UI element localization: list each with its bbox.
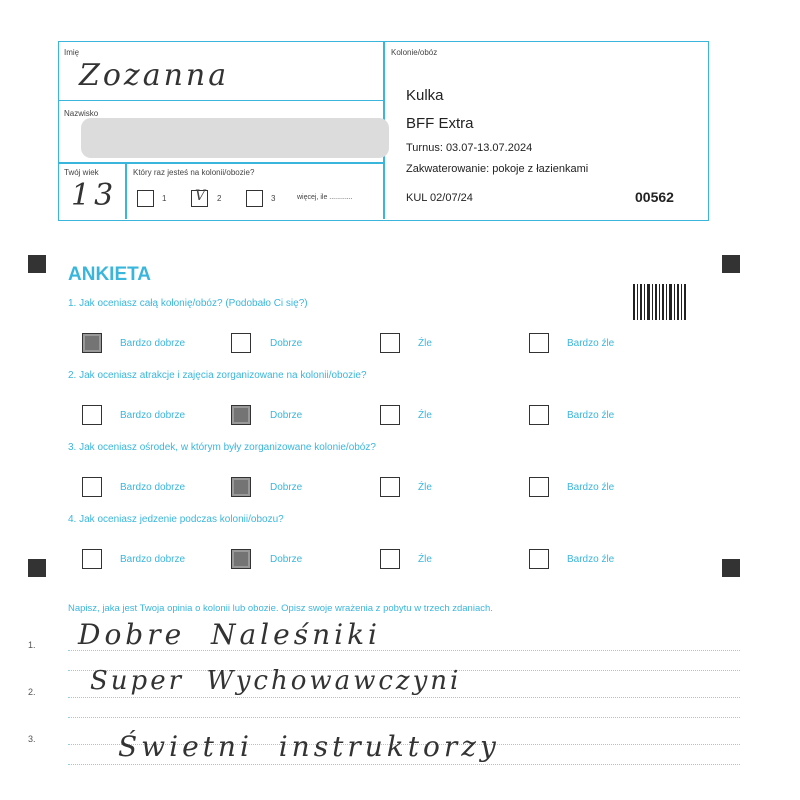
writing-line [68, 717, 740, 718]
header-form [58, 41, 709, 221]
registration-mark [722, 255, 740, 273]
opinion-prompt: Napisz, jaka jest Twoja opinia o kolonii lub obozie. Opisz swoje wrażenia z pobytu w trzech zdaniach. [68, 603, 493, 614]
rating-label: Bardzo dobrze [120, 338, 186, 349]
line-number: 3. [28, 734, 36, 744]
opinion-line-2: Super Wychowawczyni [90, 666, 462, 696]
rating-label: Dobrze [270, 338, 303, 349]
turnus: Turnus: 03.07-13.07.2024 [406, 142, 533, 154]
rating-checkbox[interactable] [231, 405, 251, 425]
opinion-line-1: Dobre Naleśniki [78, 618, 381, 651]
registration-mark [722, 559, 740, 577]
rating-checkbox[interactable] [82, 477, 102, 497]
check-mark-icon: V [195, 188, 206, 204]
question-text: 2. Jak oceniasz atrakcje i zajęcia zorganizowane na kolonii/obozie? [68, 370, 367, 381]
rating-checkbox[interactable] [529, 477, 549, 497]
wiek-label: Twój wiek [64, 168, 99, 177]
rating-checkbox[interactable] [380, 333, 400, 353]
wiek-value: 13 [71, 178, 118, 213]
imie-underline [59, 100, 349, 101]
visit-1-checkbox[interactable] [137, 190, 154, 207]
rating-checkbox[interactable] [82, 405, 102, 425]
rating-label: Bardzo dobrze [120, 482, 186, 493]
imie-label: Imię [64, 48, 80, 57]
wiecej-label: więcej, ile ............ [297, 194, 353, 201]
registration-mark [28, 559, 46, 577]
rating-label: Źle [418, 554, 432, 565]
zakwaterowanie: Zakwaterowanie: pokoje z łazienkami [406, 163, 589, 175]
opinion-line-3: Świetni instruktorzy [118, 730, 500, 763]
imie-value: Zozanna [79, 58, 230, 93]
rating-checkbox[interactable] [380, 405, 400, 425]
rating-checkbox[interactable] [231, 477, 251, 497]
rating-checkbox[interactable] [380, 549, 400, 569]
rating-checkbox[interactable] [231, 549, 251, 569]
writing-line [68, 764, 740, 765]
rating-label: Dobrze [270, 410, 303, 421]
rating-label: Źle [418, 482, 432, 493]
question-text: 4. Jak oceniasz jedzenie podczas kolonii/obozu? [68, 514, 284, 525]
visit-2-checkbox[interactable] [191, 190, 208, 207]
camp-name: Kulka [406, 87, 444, 104]
rating-label: Bardzo dobrze [120, 554, 186, 565]
rating-checkbox[interactable] [529, 333, 549, 353]
wiek-divider [125, 162, 127, 219]
registration-mark [28, 255, 46, 273]
rating-checkbox[interactable] [82, 549, 102, 569]
camp-variant: BFF Extra [406, 115, 474, 132]
ktory-raz-label: Który raz jesteś na kolonii/obozie? [133, 168, 255, 177]
rating-label: Bardzo źle [567, 410, 615, 421]
rating-label: Dobrze [270, 482, 303, 493]
redacted-surname [81, 118, 389, 158]
rating-checkbox[interactable] [82, 333, 102, 353]
form-number: 00562 [635, 189, 674, 205]
camp-code: KUL 02/07/24 [406, 192, 473, 204]
question-text: 1. Jak oceniasz całą kolonię/obóz? (Podobało Ci się?) [68, 298, 308, 309]
question-text: 3. Jak oceniasz ośrodek, w którym były zorganizowane kolonie/obóz? [68, 442, 376, 453]
survey-title: ANKIETA [68, 264, 152, 285]
nazwisko-label: Nazwisko [64, 109, 99, 118]
rating-checkbox[interactable] [380, 477, 400, 497]
rating-checkbox[interactable] [529, 405, 549, 425]
nazwisko-underline [59, 162, 383, 164]
visit-1-label: 1 [162, 194, 167, 203]
visit-3-checkbox[interactable] [246, 190, 263, 207]
rating-checkbox[interactable] [231, 333, 251, 353]
rating-label: Źle [418, 410, 432, 421]
rating-label: Bardzo źle [567, 482, 615, 493]
line-number: 2. [28, 687, 36, 697]
rating-label: Źle [418, 338, 432, 349]
rating-label: Bardzo źle [567, 338, 615, 349]
rating-label: Bardzo źle [567, 554, 615, 565]
imie-underline-tail [349, 100, 383, 101]
writing-line [68, 697, 740, 698]
rating-label: Dobrze [270, 554, 303, 565]
kolonie-label: Kolonie/obóz [391, 48, 438, 57]
visit-3-label: 3 [271, 194, 276, 203]
rating-checkbox[interactable] [529, 549, 549, 569]
rating-label: Bardzo dobrze [120, 410, 186, 421]
visit-2-label: 2 [217, 194, 222, 203]
barcode [633, 284, 688, 320]
line-number: 1. [28, 640, 36, 650]
